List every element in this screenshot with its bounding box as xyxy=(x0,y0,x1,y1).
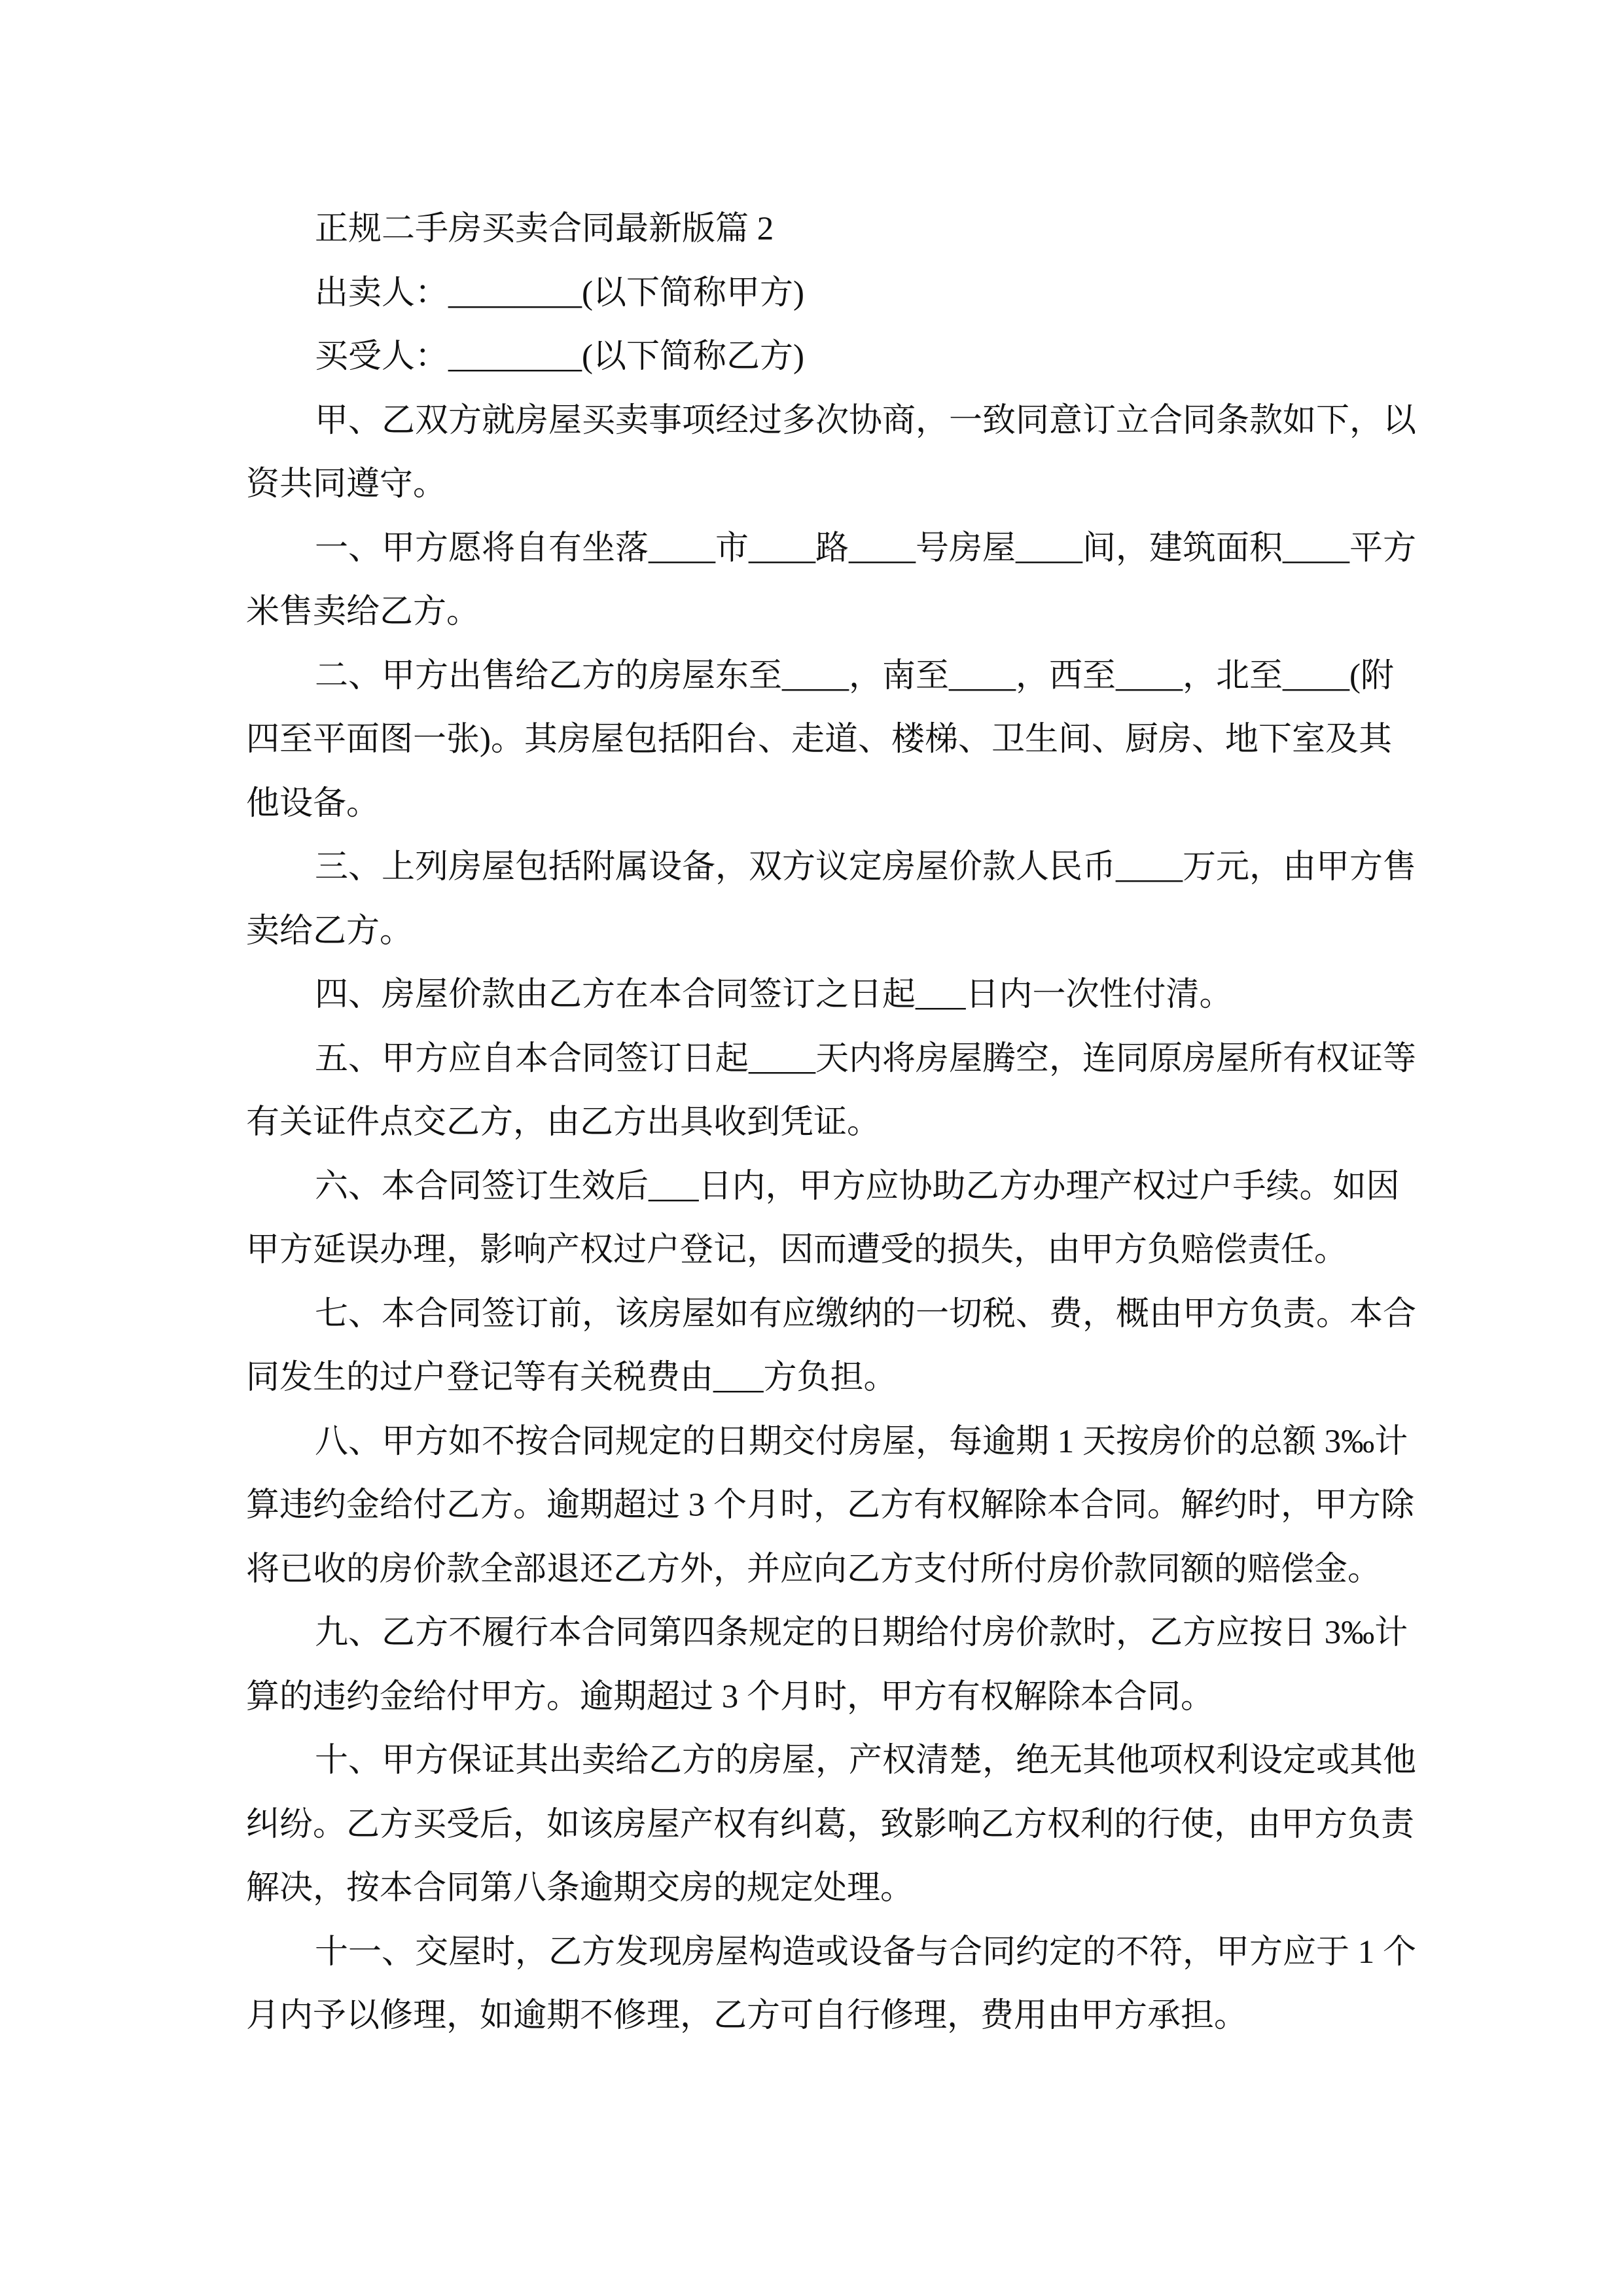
paragraph xyxy=(246,836,1417,963)
paragraph xyxy=(246,325,1378,389)
text-line: 同发生的过户登记等有关税费由___方负担。 xyxy=(246,1359,897,1396)
text-line: 三、上列房屋包括附属设备，双方议定房屋价款人民币____万元，由甲方售 xyxy=(315,849,1417,886)
text-line: 七、本合同签订前，该房屋如有应缴纳的一切税、费，概由甲方负责。本合 xyxy=(315,1295,1417,1333)
text-line: 有关证件点交乙方，由乙方出具收到凭证。 xyxy=(246,1104,881,1141)
document-title xyxy=(246,198,1378,262)
paragraph xyxy=(246,1921,1417,2049)
paragraph xyxy=(246,963,1378,1028)
text-line: 月内予以修理，如逾期不修理，乙方可自行修理，费用由甲方承担。 xyxy=(246,1998,1248,2034)
paragraph xyxy=(246,517,1417,645)
text-line: 十一、交屋时，乙方发现房屋构造或设备与合同约定的不符，甲方应于 1 个 xyxy=(315,1933,1417,1971)
text-line: 出卖人：________(以下简称甲方) xyxy=(315,274,804,312)
text-line: 二、甲方出售给乙方的房屋东至____，南至____，西至____，北至____(附 xyxy=(315,657,1394,694)
paragraph xyxy=(246,389,1417,517)
text-line: 他设备。 xyxy=(246,785,380,822)
text-line: 九、乙方不履行本合同第四条规定的日期给付房价款时，乙方应按日 3‰计 xyxy=(315,1615,1408,1651)
text-line: 四、房屋价款由乙方在本合同签订之日起___日内一次性付清。 xyxy=(315,977,1233,1013)
text-line: 纠纷。乙方买受后，如该房屋产权有纠葛，致影响乙方权利的行使，由甲方负责 xyxy=(246,1806,1415,1843)
text-line: 算的违约金给付甲方。逾期超过 3 个月时，甲方有权解除本合同。 xyxy=(246,1678,1215,1715)
text-line: 卖给乙方。 xyxy=(246,912,414,950)
text-line: 算违约金给付乙方。逾期超过 3 个月时，乙方有权解除本合同。解约时，甲方除 xyxy=(246,1487,1415,1524)
text-line: 五、甲方应自本合同签订日起____天内将房屋腾空，连同原房屋所有权证等 xyxy=(315,1040,1417,1077)
paragraph xyxy=(246,1028,1417,1155)
paragraph xyxy=(246,1283,1417,1410)
text-line: 八、甲方如不按合同规定的日期交付房屋，每逾期 1 天按房价的总额 3‰计 xyxy=(315,1423,1408,1460)
text-line: 将已收的房价款全部退还乙方外，并应向乙方支付所付房价款同额的赔偿金。 xyxy=(246,1551,1382,1588)
text-line: 四至平面图一张)。其房屋包括阳台、走道、楼梯、卫生间、厨房、地下室及其 xyxy=(246,721,1392,758)
text-line: 甲、乙双方就房屋买卖事项经过多次协商，一致同意订立合同条款如下，以 xyxy=(315,402,1417,439)
paragraph xyxy=(246,1155,1400,1283)
text-line: 十、甲方保证其出卖给乙方的房屋，产权清楚，绝无其他项权利设定或其他 xyxy=(315,1742,1417,1779)
text-line: 正规二手房买卖合同最新版篇 2 xyxy=(315,211,774,247)
paragraph xyxy=(246,1602,1408,1729)
paragraph xyxy=(246,645,1394,836)
text-line: 买受人：________(以下简称乙方) xyxy=(315,338,804,375)
contract-document xyxy=(246,198,1417,2049)
text-line: 甲方延误办理，影响产权过户登记，因而遭受的损失，由甲方负赔偿责任。 xyxy=(246,1232,1348,1268)
text-line: 资共同遵守。 xyxy=(246,466,447,503)
text-line: 一、甲方愿将自有坐落____市____路____号房屋____间，建筑面积____平方 xyxy=(315,529,1417,567)
text-line: 解决，按本合同第八条逾期交房的规定处理。 xyxy=(246,1870,914,1907)
paragraph xyxy=(246,1729,1417,1921)
paragraph xyxy=(246,1410,1415,1602)
text-line: 米售卖给乙方。 xyxy=(246,594,480,630)
paragraph xyxy=(246,262,1378,326)
text-line: 六、本合同签订生效后___日内，甲方应协助乙方办理产权过户手续。如因 xyxy=(315,1168,1400,1205)
